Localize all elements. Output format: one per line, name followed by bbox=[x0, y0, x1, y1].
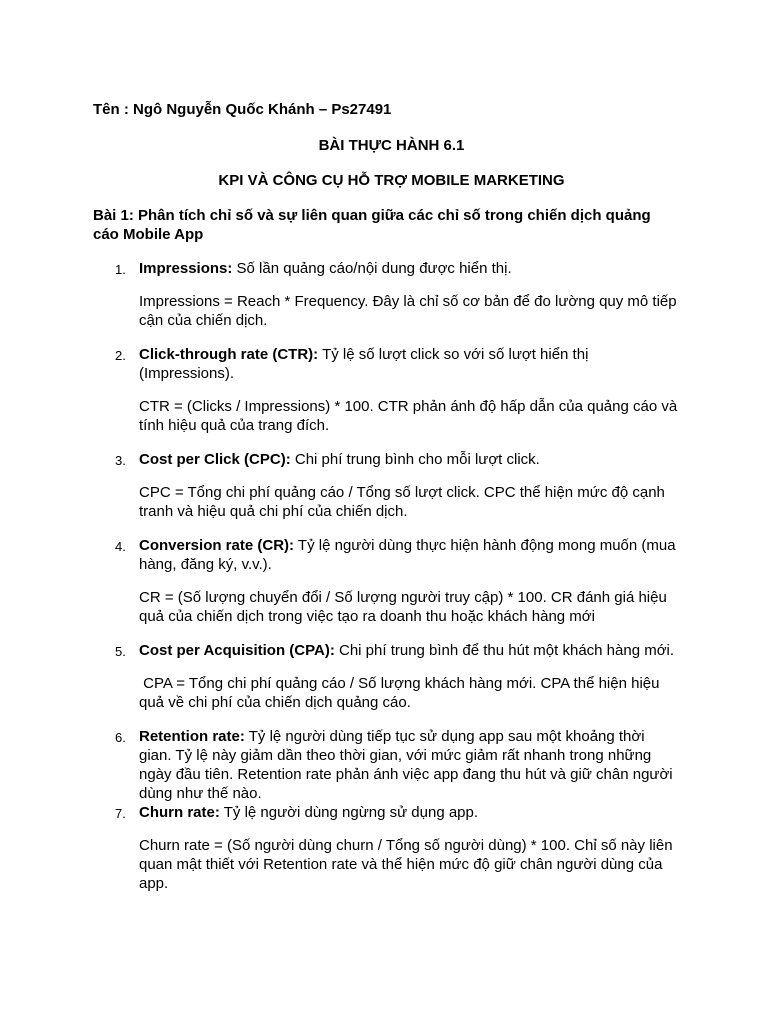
document-subtitle: KPI VÀ CÔNG CỤ HỖ TRỢ MOBILE MARKETING bbox=[218, 172, 565, 189]
item-term: Churn rate: bbox=[139, 804, 220, 821]
list-item bbox=[93, 259, 680, 330]
item-definition: Chi phí trung bình để thu hút một khách hàng mới. bbox=[334, 642, 675, 659]
list-number: 6. bbox=[115, 730, 126, 745]
item-term: Impressions: bbox=[139, 260, 233, 277]
item-term: Cost per Acquisition (CPA): bbox=[139, 642, 335, 659]
document-title: BÀI THỰC HÀNH 6.1 bbox=[318, 137, 465, 154]
list-item bbox=[93, 803, 680, 893]
list-item bbox=[93, 641, 680, 712]
item-term: Conversion rate (CR): bbox=[139, 537, 295, 554]
item-detail: Impressions = Reach * Frequency. Đây là chỉ số cơ bản để đo lường quy mô tiếp cận của chiến dịch. bbox=[139, 293, 677, 329]
list-number: 4. bbox=[115, 539, 126, 554]
author-line: Tên : Ngô Nguyễn Quốc Khánh – Ps27491 bbox=[93, 101, 392, 118]
item-definition: Tỷ lệ số lượt click so với số lượt hiển thị (Impressions). bbox=[139, 346, 589, 382]
list-item bbox=[93, 345, 680, 435]
item-detail: CPC = Tổng chi phí quảng cáo / Tổng số lượt click. CPC thể hiện mức độ cạnh tranh và hiệu quả chi phí của chiến dịch. bbox=[139, 484, 665, 520]
list-number: 2. bbox=[115, 348, 126, 363]
item-detail: CR = (Số lượng chuyển đổi / Số lượng người truy cập) * 100. CR đánh giá hiệu quả của chiến dịch trong việc tạo ra doanh thu hoặc khách hàng mới bbox=[139, 589, 667, 625]
item-term: Retention rate: bbox=[139, 728, 245, 745]
item-detail: Churn rate = (Số người dùng churn / Tổng số người dùng) * 100. Chỉ số này liên quan mật thiết với Retention rate và thể hiện mức độ giữ chân người dùng của app. bbox=[139, 837, 673, 892]
list-item bbox=[93, 450, 680, 521]
list-number: 5. bbox=[115, 644, 126, 659]
list-item bbox=[93, 536, 680, 626]
item-detail: CPA = Tổng chi phí quảng cáo / Số lượng khách hàng mới. CPA thể hiện hiệu quả về chi phí của chiến dịch quảng cáo. bbox=[139, 675, 664, 711]
item-detail: CTR = (Clicks / Impressions) * 100. CTR phản ánh độ hấp dẫn của quảng cáo và tính hiệu quả của trang đích. bbox=[139, 398, 678, 434]
list-number: 1. bbox=[115, 262, 126, 277]
item-term: Click-through rate (CTR): bbox=[139, 346, 319, 363]
item-definition: Số lần quảng cáo/nội dung được hiển thị. bbox=[232, 260, 512, 277]
list-number: 3. bbox=[115, 453, 126, 468]
kpi-list bbox=[93, 259, 680, 893]
item-definition: Tỷ lệ người dùng tiếp tục sử dụng app sau một khoảng thời gian. Tỷ lệ này giảm dần theo thời gian, với mức giảm rất nhanh trong những ngày đầu tiên. Retention rate phản ánh việc app đang thu hút và giữ chân người dùng như thế nào. bbox=[139, 728, 673, 802]
list-item bbox=[93, 727, 680, 803]
item-definition: Chi phí trung bình cho mỗi lượt click. bbox=[290, 451, 540, 468]
task-heading: Bài 1: Phân tích chỉ số và sự liên quan giữa các chỉ số trong chiến dịch quảng cáo Mobile App bbox=[93, 207, 651, 243]
item-term: Cost per Click (CPC): bbox=[139, 451, 291, 468]
item-definition: Tỷ lệ người dùng thực hiện hành động mong muốn (mua hàng, đăng ký, v.v.). bbox=[139, 537, 676, 573]
item-definition: Tỷ lệ người dùng ngừng sử dụng app. bbox=[219, 804, 479, 821]
list-number: 7. bbox=[115, 806, 126, 821]
